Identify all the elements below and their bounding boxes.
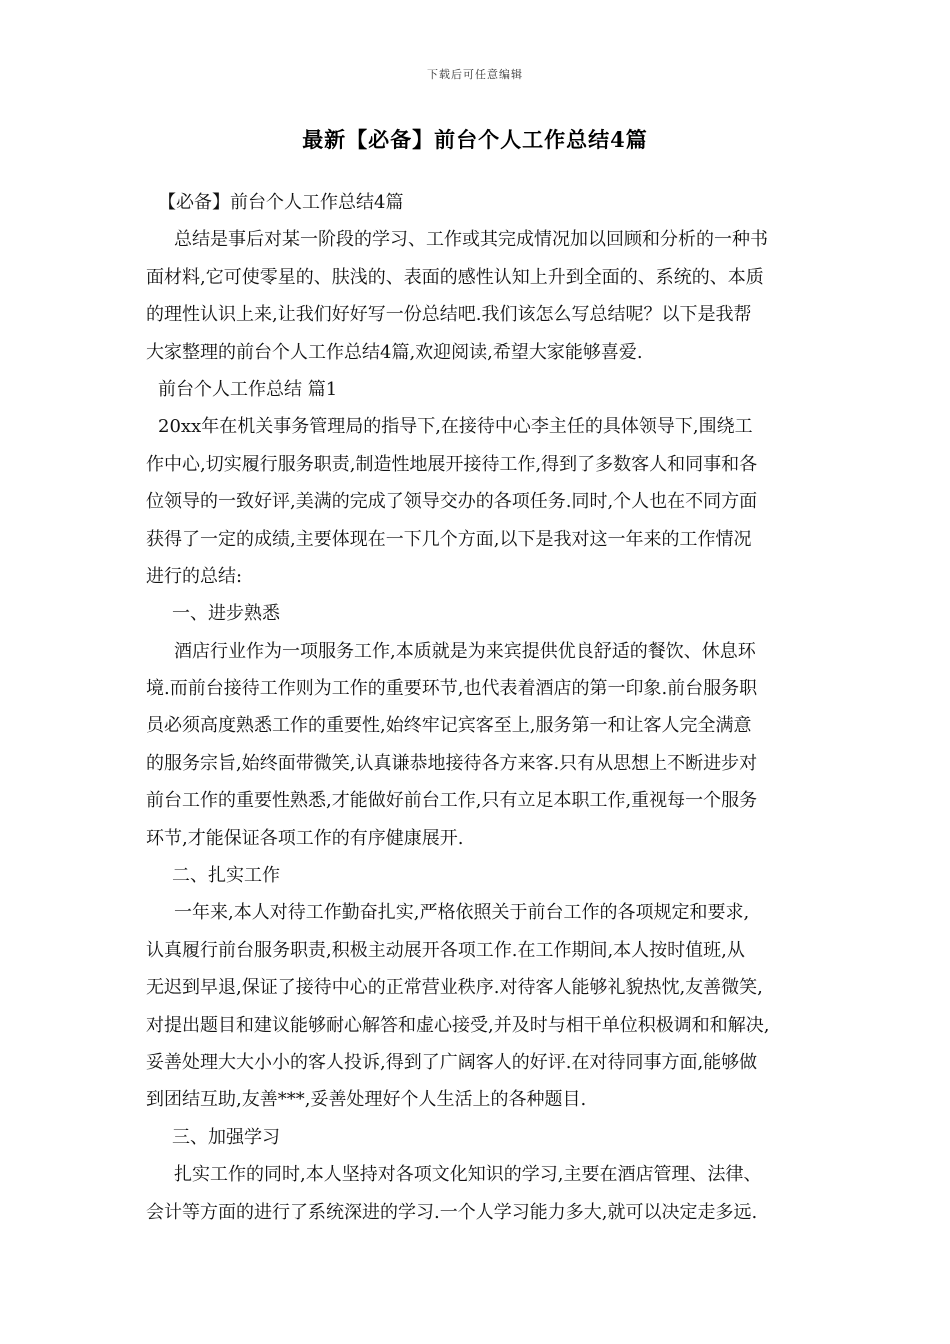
paragraph-line: 的理性认识上来,让我们好好写一份总结吧.我们该怎么写总结呢？以下是我帮 bbox=[146, 304, 752, 326]
paragraph-line: 的服务宗旨,始终面带微笑,认真谦恭地接待各方来客.只有从思想上不断进步对 bbox=[146, 752, 758, 774]
paragraph-line: 对提出题目和建议能够耐心解答和虚心接受,并及时与相干单位积极调和和解决, bbox=[146, 1014, 770, 1036]
paragraph-line: 认真履行前台服务职责,积极主动展开各项工作.在工作期间,本人按时值班,从 bbox=[146, 939, 745, 961]
section-heading: 前台个人工作总结 篇1 bbox=[158, 378, 338, 400]
paragraph-line: 到团结互助,友善***,妥善处理好个人生活上的各种题目. bbox=[146, 1089, 587, 1111]
header-note: 下载后可任意编辑 bbox=[427, 68, 523, 81]
section-heading: 三、加强学习 bbox=[172, 1126, 280, 1148]
paragraph-line: 进行的总结: bbox=[146, 565, 243, 587]
paragraph-line: 妥善处理大大小小的客人投诉,得到了广阔客人的好评.在对待同事方面,能够做 bbox=[146, 1051, 758, 1073]
paragraph-line: 20xx年在机关事务管理局的指导下,在接待中心李主任的具体领导下,围绕工 bbox=[158, 416, 753, 438]
paragraph-line: 员必须高度熟悉工作的重要性,始终牢记宾客至上,服务第一和让客人完全满意 bbox=[146, 715, 752, 737]
paragraph-line: 总结是事后对某一阶段的学习、工作或其完成情况加以回顾和分析的一种书 bbox=[174, 229, 768, 251]
section-heading: 一、进步熟悉 bbox=[172, 603, 280, 625]
paragraph-line: 获得了一定的成绩,主要体现在一下几个方面,以下是我对这一年来的工作情况 bbox=[146, 528, 752, 550]
paragraph-line: 一年来,本人对待工作勤奋扎实,严格依照关于前台工作的各项规定和要求, bbox=[174, 902, 750, 924]
paragraph-line: 酒店行业作为一项服务工作,本质就是为来宾提供优良舒适的餐饮、休息环 bbox=[174, 640, 756, 662]
paragraph-line: 会计等方面的进行了系统深进的学习.一个人学习能力多大,就可以决定走多远. bbox=[146, 1201, 758, 1223]
paragraph-line: 环节,才能保证各项工作的有序健康展开. bbox=[146, 827, 464, 849]
paragraph-line: 扎实工作的同时,本人坚持对各项文化知识的学习,主要在酒店管理、法律、 bbox=[174, 1164, 762, 1186]
section-heading: 二、扎实工作 bbox=[172, 865, 280, 887]
document-body bbox=[146, 184, 806, 1231]
paragraph-line: 境.而前台接待工作则为工作的重要环节,也代表着酒店的第一印象.前台服务职 bbox=[146, 678, 758, 700]
paragraph-line: 无迟到早退,保证了接待中心的正常营业秩序.对待客人能够礼貌热忱,友善微笑, bbox=[146, 977, 763, 999]
paragraph-line: 位领导的一致好评,美满的完成了领导交办的各项任务.同时,个人也在不同方面 bbox=[146, 491, 758, 513]
paragraph-line: 前台工作的重要性熟悉,才能做好前台工作,只有立足本职工作,重视每一个服务 bbox=[146, 790, 758, 812]
document-title: 最新【必备】前台个人工作总结4篇 bbox=[302, 127, 648, 152]
paragraph-line: 大家整理的前台个人工作总结4篇,欢迎阅读,希望大家能够喜爱. bbox=[146, 341, 643, 363]
paragraph-line: 面材料,它可使零星的、肤浅的、表面的感性认知上升到全面的、系统的、本质 bbox=[146, 266, 764, 288]
subtitle-line: 【必备】前台个人工作总结4篇 bbox=[158, 192, 404, 213]
paragraph-line: 作中心,切实履行服务职责,制造性地展开接待工作,得到了多数客人和同事和各 bbox=[146, 453, 758, 475]
